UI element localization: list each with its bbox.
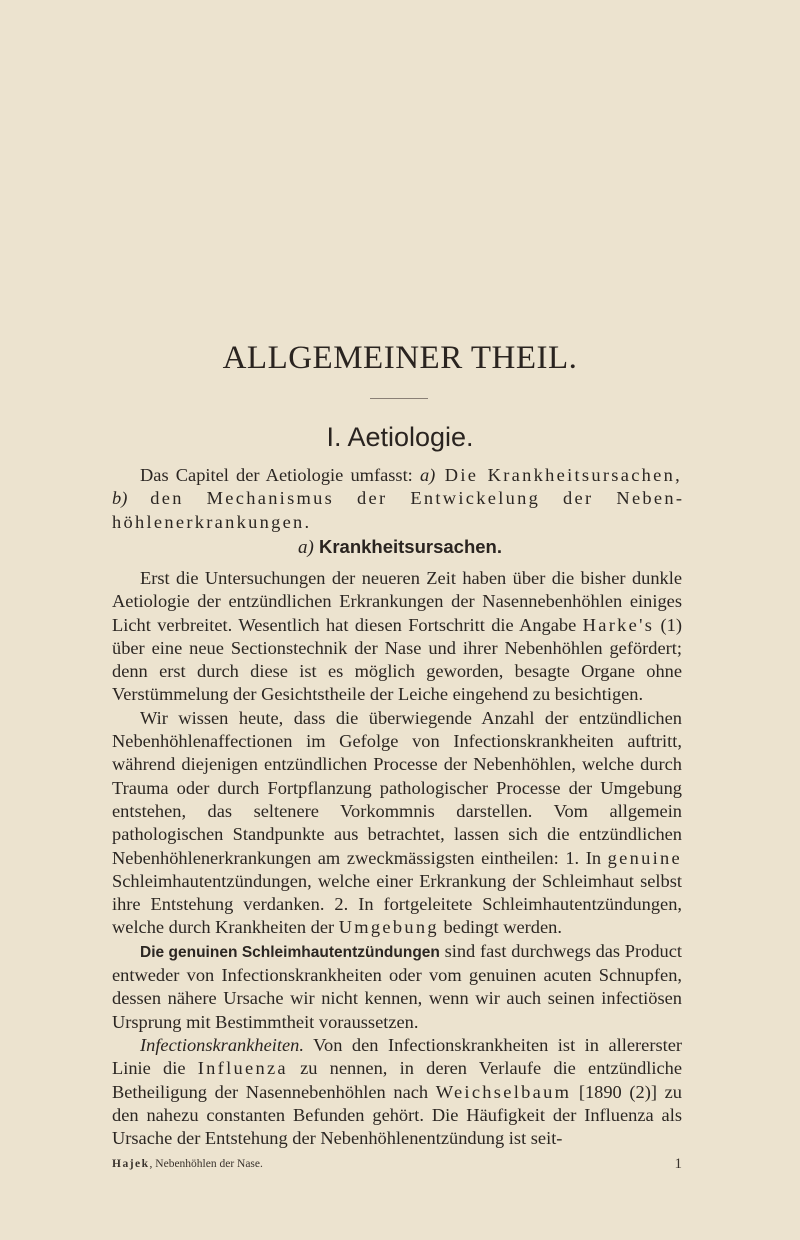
p1-text-1: Erst die Untersuchungen der neueren Zeit haben über die bisher dunkle Aetiologie der entzündlichen Erkrankungen der Nasennebenhöhlen einiges Licht verbreitet. Wesentlich hat diesen Fortschritt die Angabe xyxy=(112,568,682,635)
section-title: Krankheitsursachen. xyxy=(318,536,502,557)
footer-title: , Nebenhöhlen der Nase. xyxy=(149,1158,263,1170)
paragraph-1 xyxy=(112,567,682,707)
part-title: ALLGEMEINER THEIL. xyxy=(222,340,578,376)
section-heading xyxy=(0,536,800,559)
p3-text-1: sind fast durchwegs das Product entweder von Infectionskrankheiten oder vom genuinen acuten Schnupfen, dessen nähere Ursache wir nicht kennen, wenn wir auch seinen infectiösen Ursprung mit Bestimmtheit voraussetzen. xyxy=(112,940,682,1032)
body-text xyxy=(112,567,682,1150)
page-number: 1 xyxy=(674,1156,682,1172)
page-footer xyxy=(112,1158,682,1170)
intro-text-2: Die Krankheitsursachen, xyxy=(435,465,683,485)
intro-label-b: b) xyxy=(112,488,128,509)
p4-text-1: Von den Infectionskrankheiten ist in allererster Linie die xyxy=(112,1034,682,1079)
footer-author: Hajek xyxy=(112,1158,150,1170)
p2-term-umgebung: Umgebung xyxy=(338,917,439,938)
section-label: a) xyxy=(298,537,314,558)
chapter-title: I. Aetiologie. xyxy=(326,422,474,452)
p4-name-weichselbaum: Weichselbaum xyxy=(435,1081,572,1102)
paragraph-3 xyxy=(112,940,682,1034)
p2-term-genuine: genuine xyxy=(607,847,682,868)
p1-text-2: (1) über eine neue Sectionstechnik der Nase und ihrer Nebenhöhlen gefördert; denn erst durch diese ist es möglich geworden, besagte Organe ohne Verstümmelung der Gesichtstheile der Leiche eingehend zu besichtigen. xyxy=(112,614,682,705)
intro-text-1: Das Capitel der Aetiologie umfasst: xyxy=(140,465,420,485)
intro-paragraph xyxy=(112,464,682,534)
p4-italic-heading: Infectionskrankheiten. xyxy=(140,1034,304,1055)
p4-term-influenza: Influenza xyxy=(197,1058,288,1079)
p2-text-3: bedingt werden. xyxy=(438,917,562,938)
paragraph-2 xyxy=(112,707,682,940)
p4-text-2: zu nennen, in deren Verlaufe die entzündliche Betheiligung der Nasennebenhöhlen nach xyxy=(112,1058,683,1102)
p2-text-2: Schleimhautentzündungen, welche einer Erkrankung der Schleimhaut selbst ihre Entstehung verdanken. 2. In fortgeleitete Schleimhautentzündungen, welche durch Krankheiten der xyxy=(112,870,682,938)
p3-bold-heading: Die genuinen Schleimhautentzündungen xyxy=(140,943,440,961)
title-divider xyxy=(370,398,428,399)
intro-label-a: a) xyxy=(419,465,436,485)
p4-text-3: [1890 (2)] zu den nahezu constanten Befunden gehört. Die Häufigkeit der Influenza als Ursache der Entstehung der Nebenhöhlenentzündung ist seit- xyxy=(112,1081,682,1149)
paragraph-4 xyxy=(112,1034,682,1150)
intro-text-3: den Mechanismus der Entwickelung der Nebenhöhlenerkrankungen. xyxy=(112,488,682,532)
p2-text-1: Wir wissen heute, dass die überwiegende Anzahl der entzündlichen Nebenhöhlenaffectionen im Gefolge von Infectionskrankheiten auftritt, während diejenigen entzündlichen Processe der Nebenhöhlen, welche durch Trauma oder durch Fortpflanzung pathologischer Processe der Umgebung entstehen, das seltenere Vorkommnis darstellen. Vom allgemein pathologischen Standpunkte aus betrachtet, lassen sich die entzündlichen Nebenhöhlenerkrankungen am zweckmässigsten eintheilen: 1. In xyxy=(112,707,682,868)
p1-name-harke: Harke's xyxy=(582,614,655,635)
